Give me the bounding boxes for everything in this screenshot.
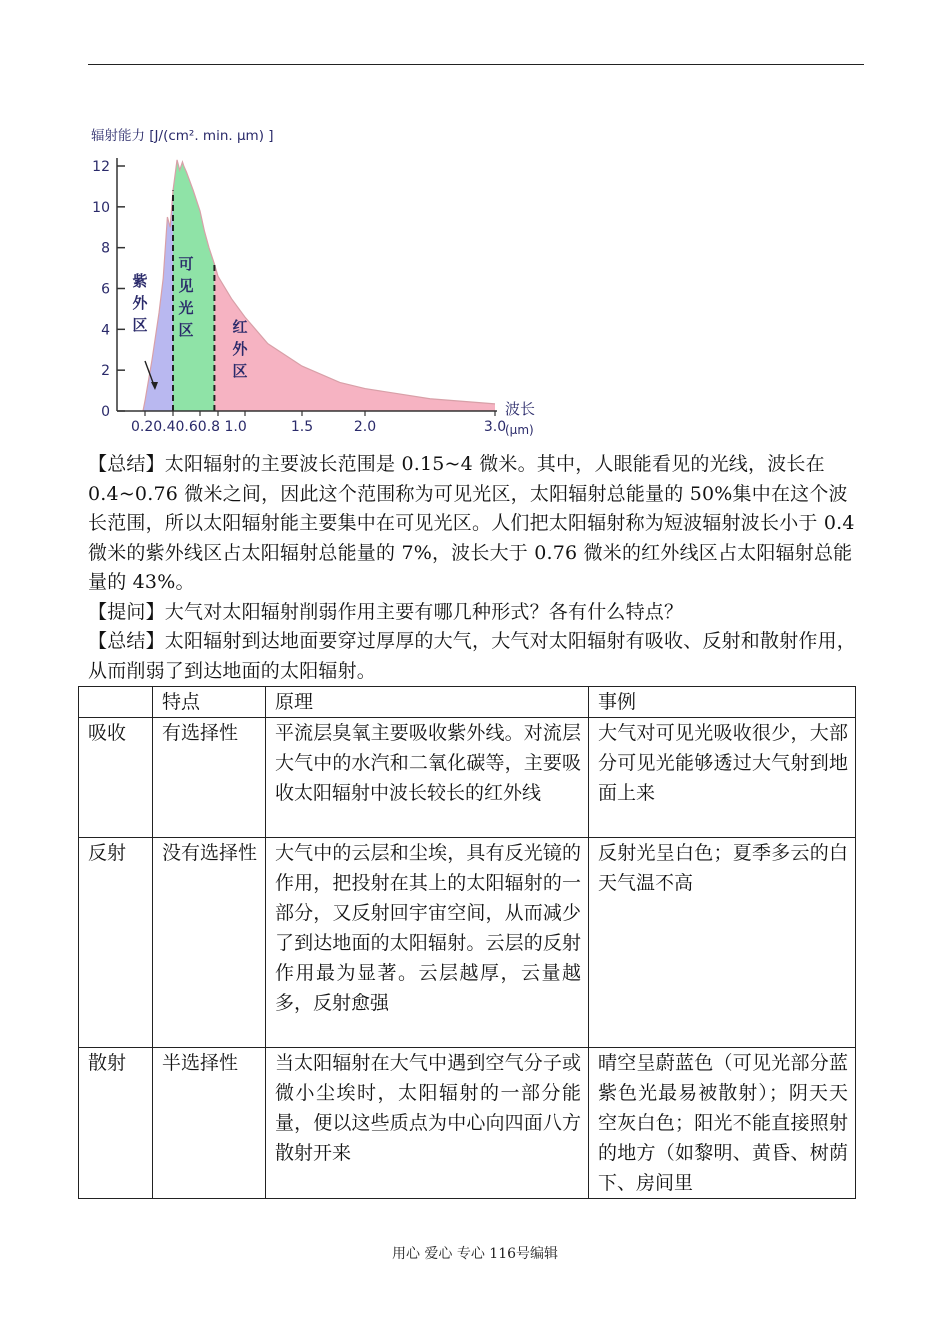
- table-cell: 大气中的云层和尘埃，具有反光镜的作用，把投射在其上的太阳辐射的一部分，又反射回宇宙空间，从而减少了到达地面的太阳辐射。云层的反射作用最为显著。云层越厚，云量越多，反射愈强: [266, 838, 589, 1048]
- x-tick-label: 2.0: [353, 419, 377, 435]
- table-cell: 吸收: [79, 718, 153, 838]
- table-cell: 反射光呈白色；夏季多云的白天气温不高: [589, 838, 856, 1048]
- summary-text: [88, 450, 866, 686]
- table-cell: 有选择性: [153, 718, 266, 838]
- solar-radiation-chart: [85, 118, 545, 443]
- table-cell: 没有选择性: [153, 838, 266, 1048]
- x-tick-label: 0.20.40.60.8 1.0: [131, 419, 247, 435]
- x-axis-unit: (μm): [505, 423, 534, 437]
- table-cell: 半选择性: [153, 1048, 266, 1199]
- y-tick-label: 10: [92, 199, 110, 216]
- table-header-cell: 事例: [589, 687, 856, 718]
- chart-svg: [85, 118, 545, 443]
- table-cell: 大气对可见光吸收很少，大部分可见光能够透过大气射到地面上来: [589, 718, 856, 838]
- region-label-1: 可: [178, 255, 194, 273]
- table-row: [79, 838, 856, 1048]
- region-label-0: 区: [132, 316, 148, 334]
- y-tick-label: 6: [101, 281, 110, 298]
- region-label-2: 区: [232, 362, 248, 380]
- region-label-1: 见: [178, 277, 194, 295]
- table-row: [79, 1048, 856, 1199]
- chart-title: 辐射能力 [J/(cm². min. μm) ]: [91, 128, 274, 144]
- table-cell: 散射: [79, 1048, 153, 1199]
- y-tick-label: 12: [92, 159, 110, 175]
- table-header-cell: [79, 687, 153, 718]
- table-header-cell: 原理: [266, 687, 589, 718]
- region-label-0: 外: [132, 294, 148, 312]
- attenuation-table: [78, 686, 856, 1199]
- region-label-2: 外: [232, 340, 248, 358]
- y-tick-label: 4: [101, 322, 110, 339]
- header-rule: [88, 64, 864, 65]
- x-tick-label: 3.0: [483, 419, 507, 435]
- summary-paragraph-1: 【总结】太阳辐射的主要波长范围是 0.15~4 微米。其中，人眼能看见的光线，波长在 0.4~0.76 微米之间，因此这个范围称为可见光区，太阳辐射总能量的 50%集中在这个波长范围，所以太阳辐射能主要集中在可见光区。人们把太阳辐射称为短波辐射波长小于 0.4 微米的紫外线区占太阳辐射总能量的 7%，波长大于 0.76 微米的红外线区占太阳辐射总能量的 43%。: [88, 453, 855, 593]
- region-label-1: 区: [178, 321, 194, 339]
- question-paragraph: 【提问】大气对太阳辐射削弱作用主要有哪几种形式？各有什么特点？: [88, 600, 684, 623]
- y-tick-label: 2: [101, 363, 110, 380]
- table-cell: 晴空呈蔚蓝色（可见光部分蓝紫色光最易被散射）；阴天天空灰白色；阳光不能直接照射的地方（如黎明、黄昏、树荫下、房间里: [589, 1048, 856, 1199]
- region-label-2: 红: [232, 318, 248, 336]
- table-cell: 反射: [79, 838, 153, 1048]
- page-footer: 用心 爱心 专心 116号编辑: [391, 1246, 559, 1262]
- table-cell: 当太阳辐射在大气中遇到空气分子或微小尘埃时，太阳辐射的一部分能量，便以这些质点为中心向四面八方散射开来: [266, 1048, 589, 1199]
- x-axis-label: 波长: [505, 400, 536, 418]
- region-2-fill: [214, 264, 495, 411]
- table-header-cell: 特点: [153, 687, 266, 718]
- table-cell: 平流层臭氧主要吸收紫外线。对流层大气中的水汽和二氧化碳等，主要吸收太阳辐射中波长较长的红外线: [266, 718, 589, 838]
- table-header-row: [79, 687, 856, 718]
- table-row: [79, 718, 856, 838]
- region-label-1: 光: [178, 299, 194, 317]
- region-label-0: 紫: [132, 272, 148, 290]
- y-tick-label: 8: [101, 240, 110, 257]
- x-tick-label: 1.5: [290, 419, 314, 435]
- y-tick-label: 0: [101, 404, 110, 420]
- summary-paragraph-2: 【总结】太阳辐射到达地面要穿过厚厚的大气，大气对太阳辐射有吸收、反射和散射作用，从而削弱了到达地面的太阳辐射。: [88, 630, 857, 682]
